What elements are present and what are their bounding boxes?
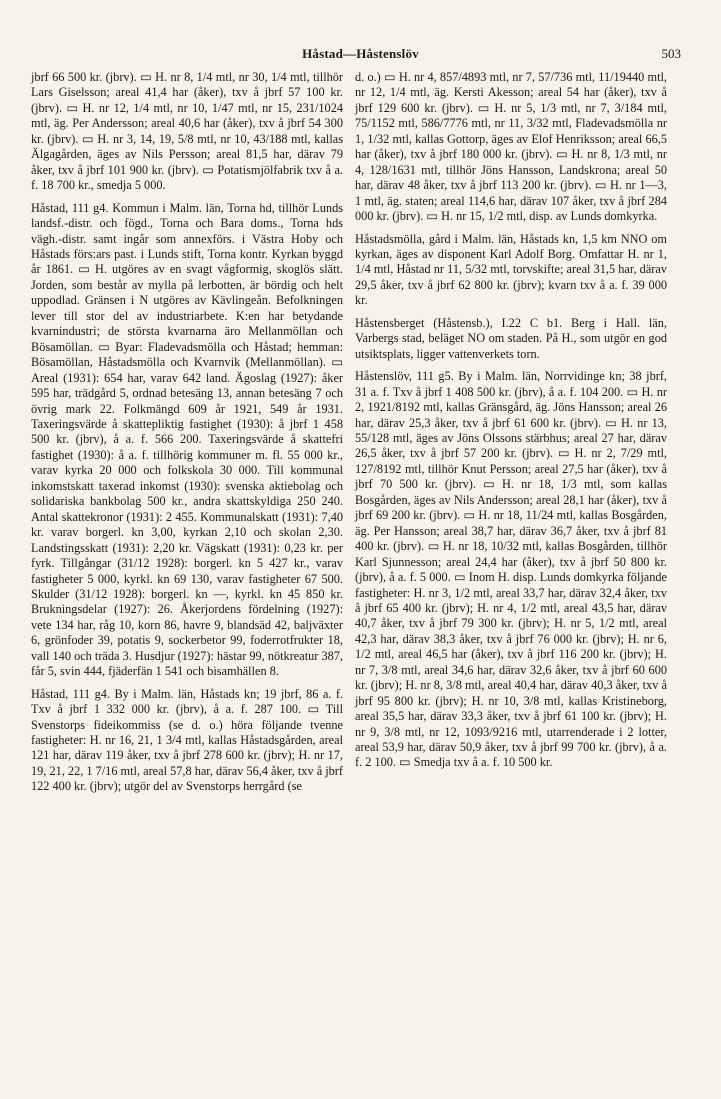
entry-paragraph: Håstad, 111 g4. Kommun i Malm. län, Torna hd, tillhör Lunds landsf.-distr. och fögd., Torna och Bara doms., Torna hds vägh.-distr. samt ingår som annexförs. i Västra Hoby och Håstads förs:ars past. i Lunds stift, Torna kontr. Kyrkan byggd år 1861. ▭ H. utgöres av en svagt vågformig, skoglös slätt. Jorden, som består av mylla på lerbotten, är bördig och helt uppodlad. Gränsen i N utgöres av Kävlingeån. Befolkningen lever till stor del av industriarbete. K:en har betydande kvarnindustri; de största kvarnarna äro Mellanmöllan och Bösamöllan. ▭ Byar: Fladevadsmölla och Håstad; hemman: Bösamöllan, Håstadsmölla och Kvarnvik (Mellanmöllan). ▭ Areal (1931): 654 har, varav 642 land. Ägoslag (1927): åker 595 har, trädgård 5, ordnad betesäng 13, annan betesäng 7 och övrig mark 22. Folkmängd 609 år 1921, 549 år 1931. Taxeringsvärde å skattepliktig fastighet (1930): å jbrf 1 458 500 kr. (jbrv), å a. f. 566 200. Taxeringsvärde å skattefri fastighet (1930): å a. f. tillhörig kommuner m. fl. 55 000 kr., varav kyrka 20 000 och folkskola 30 000. Till kommunal inkomstskatt taxerad inkomst (1930): svenska aktiebolag och solidariska bankbolag 500 kr., andra skattskyldiga 250 240. Antal skattekronor (1931): 2 455. Kommunalskatt (1931): 7,40 kr. varav borgerl. kn 3,00, kyrkan 2,10 och skolan 2,30. Landstingsskatt (1931): 2,20 kr. Vägskatt (1931): 0,23 kr. per fyrk. Tillgångar (31/12 1928): borgerl. kn 5 427 kr., varav fastigheter 5 000, kyrkl. kn 69 130, varav fastigheter 67 500. Skulder (31/12 1928): borgerl. kn —, kyrkl. kn 45 850 kr. Brukningsdelar (1927): 26. Åkerjordens fördelning (1927): vete 134 har, råg 10, korn 86, havre 9, blandsäd 42, baljväxter 6, grönfoder 39, potatis 9, sockerbetor 99, foderrotfrukter 18, vall 140 och träda 3. Husdjur (1927): hästar 99, nötkreatur 387, får 5, svin 444, fjäderfän 1 541 och bisamhällen 8.	[31, 200, 343, 679]
entry-paragraph: Håstad, 111 g4. By i Malm. län, Håstads kn; 19 jbrf, 86 a. f. Txv å jbrf 1 332 000 kr. (jbrv), å a. f. 287 100. ▭ Till Svenstorps fideikommiss (se d. o.) höra följande tvenne fastigheter: H. nr 16, 21, 1 3/4 mtl, kallas Håstadsgården, areal 121 har, därav 119 åker, txv å jbrf 278 600 kr. (jbrv); H. nr 17, 19, 21, 22, 1 7/16 mtl, areal 57,8 har, därav 56,4 åker, txv å jbrf 122 400 kr. (jbrv); utgör del av Svenstorps herrgård (se	[31, 686, 343, 794]
entry-paragraph: Håstenslöv, 111 g5. By i Malm. län, Norrvidinge kn; 38 jbrf, 31 a. f. Txv å jbrf 1 408 500 kr. (jbrv), å a. f. 104 200. ▭ H. nr 2, 1921/8192 mtl, kallas Gränsgård, äg. Jöns Hansson; areal 26 har, därav 25,3 åker, txv å jbrf 61 600 kr. (jbrv). ▭ H. nr 13, 55/128 mtl, äges av Jöns Olssons stärbhus; areal 27 har, därav 26,5 åker, txv å jbrf 57 200 kr. (jbrv). ▭ H. nr 2, 7/29 mtl, 127/8192 mtl, tillhör Knut Persson; areal 27,5 har (åker), txv å jbrf 70 500 kr. (jbrv). ▭ H. nr 18, 1/3 mtl, som kallas Bosgården, äges av Nils Andersson; areal 28,1 har (åker), txv å jbrf 69 200 kr. (jbrv). ▭ H. nr 18, 11/24 mtl, kallas Bosgården, äg. Per Hansson; areal 38,7 har, därav 36,7 åker, txv å jbrf 81 400 kr. (jbrv). ▭ H. nr 18, 10/32 mtl, kallas Bosgården, tillhör Karl Sjunnesson; areal 24,4 har (åker), txv å jbrf 50 800 kr. (jbrv), å a. f. 5 000. ▭ Inom H. disp. Lunds domkyrka följande fastigheter: H. nr 3, 1/2 mtl, areal 33,7 har, därav 32,4 åker, txv å jbrf 65 400 kr. (jbrv); H. nr 4, 1/2 mtl, areal 43,5 har, därav 40,7 åker, txv å jbrf 79 300 kr. (jbrv); H. nr 5, 1/2 mtl, areal 42,3 har, därav 38,3 åker, txv å jbrf 76 000 kr. (jbrv); H. nr 6, 1/2 mtl, areal 46,5 har (åker), txv å jbrf 116 200 kr. (jbrv); H. nr 7, 3/8 mtl, areal 34,6 har, därav 32,6 åker, txv å jbrf 60 600 kr. (jbrv); H. nr 8, 3/8 mtl, areal 40,4 har, därav 40,3 åker, txv å jbrf 95 800 kr. (jbrv); H. nr 10, 3/8 mtl, kallas Kristineborg, areal 35,5 har, därav 33,3 åker, txv å jbrf 61 100 kr. (jbrv); H. nr 9, 3/8 mtl, nr 12, 1093/9216 mtl, utarrenderade i 2 lotter, areal 53,9 har, därav 50,9 åker, txv å jbrf 99 700 kr. (jbrv), å a. f. 2 100. ▭ Smedja txv å a. f. 10 500 kr.	[355, 369, 667, 770]
running-title: Håstad—Håstenslöv	[302, 46, 419, 61]
entry-paragraph: d. o.) ▭ H. nr 4, 857/4893 mtl, nr 7, 57/736 mtl, 11/19440 mtl, nr 12, 1/4 mtl, äg. Kersti Akesson; areal 54 har (åker), txv å jbrf 129 600 kr. (jbrv). ▭ H. nr 5, 1/3 mtl, nr 7, 3/184 mtl, 75/1152 mtl, 586/7776 mtl, nr 11, 3/32 mtl, Fladevadsmölla nr 1, 1/32 mtl, kallas Gottorp, äges av Elof Henriksson; areal 66,5 har (åker), txv å jbrf 180 000 kr. (jbrv). ▭ H. nr 8, 1/3 mtl, nr 4, 128/1631 mtl, tillhör Jöns Hansson, Landskrona; areal 50 har, därav 48 åker, txv å jbrf 113 200 kr. (jbrv). ▭ H. nr 1—3, 1 mtl, äg. staten; areal 114,6 har, därav 107 åker, txv å jbrf 284 000 kr. (jbrv). ▭ H. nr 15, 1/2 mtl, disp. av Lunds domkyrka.	[355, 70, 667, 224]
entry-paragraph: Håstensberget (Håstensb.), I.22 C b1. Berg i Hall. län, Varbergs stad, beläget NO om staden. På H., som utgör en god utsiktsplats, ligger vattenverkets torn.	[355, 315, 667, 361]
page-number: 503	[661, 46, 681, 61]
entry-paragraph: jbrf 66 500 kr. (jbrv). ▭ H. nr 8, 1/4 mtl, nr 30, 1/4 mtl, tillhör Lars Giselsson; areal 41,4 har (åker), txv å jbrf 57 100 kr. (jbrv). ▭ H. nr 12, 1/4 mtl, nr 10, 1/47 mtl, nr 15, 231/1024 mtl, äg. Per Andersson; areal 40,6 har (åker), txv å jbrf 54 300 kr. (jbrv). ▭ H. nr 3, 14, 19, 5/8 mtl, nr 10, 43/188 mtl, kallas Älgagården, äges av Nils Persson; areal 81,5 har, därav 79 åker, txv å jbrf 101 900 kr. (jbrv). ▭ Potatismjölfabrik txv å a. f. 18 700 kr., smedja 5 000.	[31, 70, 343, 193]
left-column	[31, 70, 343, 802]
entry-paragraph: Håstadsmölla, gård i Malm. län, Håstads kn, 1,5 km NNO om kyrkan, äges av disponent Karl Adolf Borg. Omfattar H. nr 1, 1/4 mtl, Håstad nr 11, 5/32 mtl, torvskifte; areal 31,5 har, därav 29,5 åker, txv å jbrf 62 800 kr. (jbrv); kvarn txv å a. f. 39 000 kr.	[355, 231, 667, 308]
right-column	[355, 70, 667, 778]
page-header	[40, 46, 681, 64]
